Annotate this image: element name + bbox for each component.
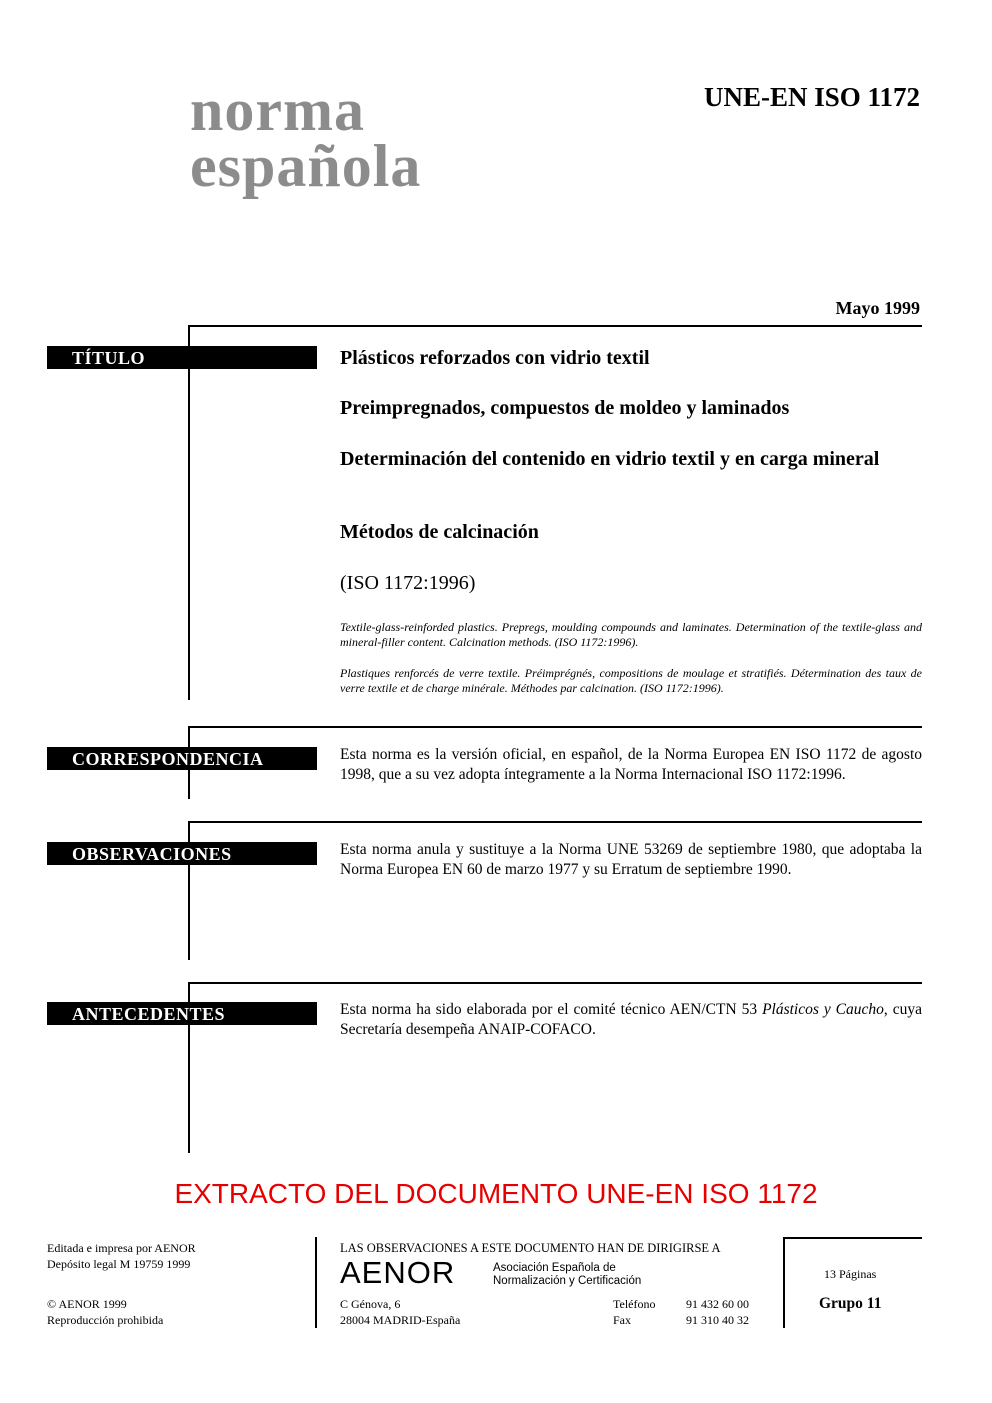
correspondencia-text: Esta norma es la versión oficial, en español, de la Norma Europea EN ISO 1172 de agosto 1998, que a su vez adopta íntegramente a la Norma Internacional ISO 1172:1996.: [340, 746, 922, 783]
label-titulo: TÍTULO: [47, 346, 317, 369]
title-line-1: Plásticos reforzados con vidrio textil: [340, 347, 650, 369]
footer-reproduccion: Reproducción prohibida: [47, 1313, 164, 1327]
antecedentes-text: [340, 1000, 922, 1040]
section-divider-correspondencia: [188, 726, 922, 728]
footer-observaciones-a: LAS OBSERVACIONES A ESTE DOCUMENTO HAN DE DIRIGIRSE A: [340, 1241, 721, 1255]
footer-tel: 91 432 60 00: [686, 1297, 749, 1311]
title-line-5: (ISO 1172:1996): [340, 572, 476, 594]
footer-address-1: C Génova, 6: [340, 1297, 401, 1311]
footer-box-top: [783, 1237, 922, 1239]
aenor-logo: AENOR: [340, 1255, 456, 1290]
brand-line-2: española: [190, 133, 422, 199]
antecedentes-committee-name: Plásticos y Caucho: [762, 1001, 884, 1018]
footer-fax-label: Fax: [613, 1313, 631, 1327]
section-vline-titulo: [188, 325, 190, 700]
label-observaciones: OBSERVACIONES: [47, 842, 317, 865]
title-line-3: Determinación del contenido en vidrio textil y en carga mineral: [340, 448, 880, 470]
section-divider-titulo: [188, 325, 922, 327]
label-correspondencia: CORRESPONDENCIA: [47, 747, 317, 770]
footer-divider-right: [783, 1237, 785, 1328]
title-line-4: Métodos de calcinación: [340, 521, 539, 543]
antecedentes-text-pre: Esta norma ha sido elaborada por el comité técnico AEN/CTN 53: [340, 1001, 763, 1018]
extract-watermark: EXTRACTO DEL DOCUMENTO UNE-EN ISO 1172: [174, 1178, 818, 1209]
footer-grupo: Grupo 11: [819, 1295, 882, 1312]
footer-deposito: Depósito legal M 19759 1999: [47, 1257, 191, 1271]
antecedentes-text-post: , cuya Secretaría desempeña ANAIP-COFACO.: [340, 1001, 922, 1038]
section-divider-antecedentes: [188, 982, 922, 984]
brand-line-1: norma: [190, 77, 365, 143]
footer-contact-labels: [613, 1296, 655, 1328]
title-english: Textile-glass-reinforded plastics. Prepregs, moulding compounds and laminates. Determination of the textile-glass and mineral-filler content. Calcination methods. (ISO 1172:1996).: [340, 620, 922, 649]
footer-contact-values: [686, 1296, 749, 1328]
footer-divider-left: [315, 1237, 317, 1328]
footer-tel-label: Teléfono: [613, 1297, 656, 1311]
section-divider-observaciones: [188, 821, 922, 823]
footer-fax: 91 310 40 32: [686, 1313, 749, 1327]
footer-copyright-block: [47, 1296, 163, 1328]
document-number: UNE-EN ISO 1172: [703, 82, 920, 112]
aenor-asociacion: [493, 1262, 641, 1288]
aenor-asociacion-line-1: Asociación Española de: [493, 1262, 616, 1274]
footer-address: [340, 1296, 460, 1328]
footer-edition: [47, 1240, 196, 1272]
aenor-asociacion-line-2: Normalización y Certificación: [493, 1275, 642, 1287]
footer-copyright: © AENOR 1999: [47, 1297, 127, 1311]
title-line-2: Preimpregnados, compuestos de moldeo y laminados: [340, 397, 790, 419]
footer-edited: Editada e impresa por AENOR: [47, 1241, 196, 1255]
footer-pages: 13 Páginas: [824, 1267, 877, 1281]
label-antecedentes: ANTECEDENTES: [47, 1002, 317, 1025]
brand-logo: [190, 77, 422, 199]
observaciones-text: Esta norma anula y sustituye a la Norma UNE 53269 de septiembre 1980, que adoptaba la Norma Europea EN 60 de marzo 1977 y su Erratum de septiembre 1990.: [340, 841, 922, 878]
publication-date: Mayo 1999: [835, 298, 920, 318]
title-french: Plastiques renforcés de verre textile. Préimprégnés, compositions de moulage et stratifiés. Détermination des taux de verre textile et de charge minérale. Méthodes par calcination. (ISO 1172:1996).: [340, 666, 922, 695]
footer-address-2: 28004 MADRID-España: [340, 1313, 461, 1327]
